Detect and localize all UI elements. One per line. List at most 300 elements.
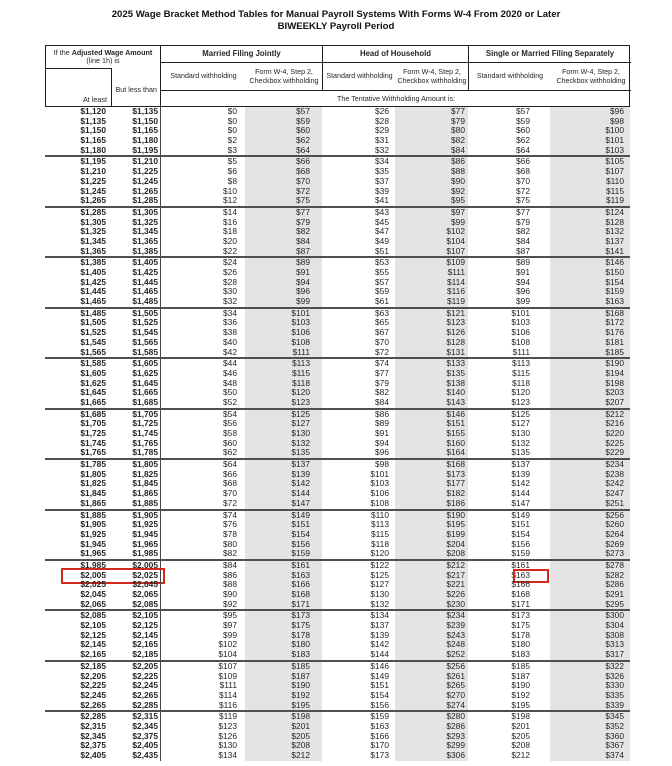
col-header-single-standard: Standard withholding: [476, 72, 544, 81]
section-head-of-household: Head of Household: [323, 46, 469, 63]
cell-hoh-standard: $89: [375, 418, 389, 429]
cell-mfj-checkbox: $84: [245, 237, 322, 247]
cell-single-checkbox: $234: [550, 460, 630, 470]
cell-mfj-standard: $104: [160, 650, 245, 660]
cell-mfj-checkbox: $156: [245, 540, 322, 550]
cell-but-less-than: $1,765: [132, 437, 158, 448]
cell-mfj-standard: $80: [160, 540, 245, 550]
cell-single-standard: $123: [511, 396, 530, 407]
cell-hoh-checkbox: $265: [395, 681, 468, 691]
cell-mfj-standard: $102: [160, 640, 245, 650]
cell-mfj-standard: $90: [160, 590, 245, 600]
cell-hoh-standard: $47: [375, 226, 389, 237]
cell-hoh-standard: $37: [375, 175, 389, 186]
cell-but-less-than: $1,165: [132, 125, 158, 136]
cell-hoh-checkbox: $102: [395, 227, 468, 237]
cell-mfj-checkbox: $147: [245, 499, 322, 509]
cell-hoh-checkbox: $182: [395, 489, 468, 499]
table-row: [45, 650, 630, 660]
cell-mfj-checkbox: $70: [245, 177, 322, 187]
cell-at-least: $1,180: [80, 144, 106, 155]
cell-single-standard: $103: [511, 317, 530, 328]
cell-single-checkbox: $326: [550, 672, 630, 682]
adjusted-wage-title: [46, 46, 160, 66]
col-header-hoh-checkbox: Form W-4, Step 2, Checkbox withholding: [396, 63, 469, 90]
cell-single-standard: $183: [511, 649, 530, 660]
cell-mfj-checkbox: $79: [245, 218, 322, 228]
cell-single-checkbox: $203: [550, 388, 630, 398]
cell-but-less-than: $1,685: [132, 396, 158, 407]
cell-hoh-checkbox: $80: [395, 126, 468, 136]
table-row: [45, 701, 630, 711]
cell-single-checkbox: $317: [550, 650, 630, 660]
cell-mfj-standard: $12: [160, 196, 245, 206]
bracket-group: [45, 458, 630, 508]
cell-mfj-checkbox: $137: [245, 460, 322, 470]
table-row: [45, 549, 630, 559]
cell-hoh-standard: $72: [375, 346, 389, 357]
cell-mfj-checkbox: $57: [245, 107, 322, 117]
cell-mfj-standard: $14: [160, 208, 245, 218]
cell-hoh-checkbox: $306: [395, 751, 468, 761]
cell-at-least: $1,445: [80, 286, 106, 297]
cell-at-least: $2,045: [80, 589, 106, 599]
cell-hoh-checkbox: $109: [395, 258, 468, 268]
cell-single-checkbox: $374: [550, 751, 630, 761]
cell-hoh-standard: $59: [375, 286, 389, 297]
cell-single-standard: $89: [516, 257, 530, 268]
cell-single-standard: $72: [516, 185, 530, 196]
cell-hoh-standard: $108: [370, 497, 389, 508]
cell-single-standard: $91: [516, 267, 530, 277]
sub-header-row: [161, 63, 631, 91]
cell-but-less-than: $2,085: [132, 598, 158, 609]
cell-single-checkbox: $225: [550, 439, 630, 449]
cell-at-least: $1,135: [80, 115, 106, 126]
cell-hoh-standard: $134: [370, 610, 389, 621]
cell-but-less-than: $2,245: [132, 680, 158, 691]
cell-single-standard: $156: [511, 538, 530, 549]
cell-mfj-checkbox: $154: [245, 530, 322, 540]
col-header-but-less-than: But less than: [115, 84, 157, 94]
cell-at-least: $1,925: [80, 528, 106, 539]
bracket-group: [45, 155, 630, 205]
cell-mfj-checkbox: $127: [245, 419, 322, 429]
cell-single-checkbox: $273: [550, 549, 630, 559]
cell-mfj-checkbox: $72: [245, 187, 322, 197]
cell-single-checkbox: $168: [550, 309, 630, 319]
cell-mfj-standard: $50: [160, 388, 245, 398]
table-row: [45, 448, 630, 458]
col-header-mfj-standard: Standard withholding: [170, 72, 237, 81]
cell-but-less-than: $2,125: [132, 620, 158, 631]
cell-hoh-standard: $154: [370, 689, 389, 700]
cell-hoh-checkbox: $133: [395, 359, 468, 369]
cell-mfj-checkbox: $135: [245, 448, 322, 458]
cell-but-less-than: $2,225: [132, 670, 158, 681]
col-header-mfj-checkbox: Form W-4, Step 2, Checkbox withholding: [246, 63, 323, 90]
cell-hoh-standard: $96: [375, 447, 389, 458]
cell-mfj-standard: $92: [160, 600, 245, 610]
cell-mfj-standard: $66: [160, 470, 245, 480]
cell-mfj-checkbox: $125: [245, 410, 322, 420]
cell-at-least: $1,625: [80, 377, 106, 388]
cell-mfj-checkbox: $64: [245, 146, 322, 156]
cell-hoh-checkbox: $146: [395, 410, 468, 420]
cell-at-least: $1,545: [80, 336, 106, 347]
cell-single-checkbox: $295: [550, 600, 630, 610]
cell-but-less-than: $1,585: [132, 346, 158, 357]
cell-hoh-checkbox: $128: [395, 338, 468, 348]
cell-hoh-checkbox: $252: [395, 650, 468, 660]
cell-hoh-checkbox: $151: [395, 419, 468, 429]
cell-hoh-checkbox: $208: [395, 549, 468, 559]
cell-but-less-than: $1,545: [132, 327, 158, 338]
cell-at-least: $2,315: [80, 720, 106, 731]
col-header-hoh-standard: Standard withholding: [326, 72, 393, 81]
cell-hoh-standard: $82: [375, 387, 389, 398]
cell-hoh-standard: $110: [370, 509, 389, 520]
cell-mfj-standard: $18: [160, 227, 245, 237]
cell-at-least: $1,210: [80, 166, 106, 177]
cell-hoh-standard: $115: [370, 528, 389, 539]
cell-hoh-checkbox: $160: [395, 439, 468, 449]
cell-mfj-standard: $5: [160, 157, 245, 167]
cell-but-less-than: $1,845: [132, 478, 158, 489]
cell-mfj-checkbox: $168: [245, 590, 322, 600]
cell-single-standard: $125: [511, 408, 530, 419]
cell-mfj-checkbox: $149: [245, 511, 322, 521]
cell-but-less-than: $1,465: [132, 286, 158, 297]
cell-hoh-standard: $94: [375, 437, 389, 448]
cell-single-standard: $111: [512, 346, 530, 357]
cell-mfj-checkbox: $75: [245, 196, 322, 206]
cell-hoh-checkbox: $212: [395, 561, 468, 571]
cell-mfj-checkbox: $166: [245, 580, 322, 590]
cell-mfj-standard: $8: [160, 177, 245, 187]
cell-single-checkbox: $137: [550, 237, 630, 247]
cell-hoh-standard: $149: [370, 670, 389, 681]
cell-at-least: $2,065: [80, 598, 106, 609]
cell-hoh-checkbox: $119: [395, 297, 468, 307]
cell-hoh-standard: $61: [375, 296, 389, 307]
cell-at-least: $1,825: [80, 478, 106, 489]
cell-hoh-checkbox: $280: [395, 712, 468, 722]
cell-hoh-standard: $74: [375, 358, 389, 369]
cell-single-standard: $159: [511, 548, 530, 559]
cell-single-checkbox: $300: [550, 611, 630, 621]
cell-single-standard: $201: [511, 720, 530, 731]
cell-at-least: $1,385: [80, 257, 106, 268]
cell-single-checkbox: $119: [550, 196, 630, 206]
cell-single-standard: $154: [511, 528, 530, 539]
cell-at-least: $1,885: [80, 509, 106, 520]
cell-at-least: $1,345: [80, 235, 106, 246]
cell-mfj-checkbox: $87: [245, 247, 322, 257]
table-row: [45, 146, 630, 156]
cell-single-standard: $139: [511, 468, 530, 479]
cell-single-standard: $99: [516, 296, 530, 307]
table-row: [45, 247, 630, 257]
cell-hoh-checkbox: $97: [395, 208, 468, 218]
cell-hoh-standard: $35: [375, 166, 389, 177]
cell-but-less-than: $1,225: [132, 166, 158, 177]
cell-mfj-standard: $3: [160, 146, 245, 156]
cell-mfj-standard: $60: [160, 439, 245, 449]
cell-hoh-standard: $86: [375, 408, 389, 419]
cell-mfj-standard: $38: [160, 328, 245, 338]
cell-hoh-standard: $151: [370, 680, 389, 691]
cell-mfj-standard: $0: [160, 126, 245, 136]
cell-but-less-than: $1,885: [132, 497, 158, 508]
bracket-group: [45, 710, 630, 760]
cell-mfj-standard: $22: [160, 247, 245, 257]
cell-hoh-checkbox: $140: [395, 388, 468, 398]
cell-hoh-checkbox: $243: [395, 631, 468, 641]
table-row: [45, 398, 630, 408]
cell-hoh-standard: $77: [375, 367, 389, 378]
cell-but-less-than: $1,985: [132, 548, 158, 559]
cell-at-least: $1,725: [80, 428, 106, 438]
cell-at-least: $2,165: [80, 649, 106, 660]
cell-mfj-checkbox: $113: [245, 359, 322, 369]
cell-mfj-standard: $24: [160, 258, 245, 268]
adjusted-wage-header: [46, 46, 161, 106]
cell-but-less-than: $1,725: [132, 418, 158, 429]
cell-but-less-than: $1,505: [132, 307, 158, 318]
cell-but-less-than: $1,605: [132, 358, 158, 369]
cell-mfj-standard: $109: [160, 672, 245, 682]
cell-single-checkbox: $278: [550, 561, 630, 571]
cell-mfj-checkbox: $89: [245, 258, 322, 268]
cell-at-least: $1,965: [80, 548, 106, 559]
cell-but-less-than: $2,185: [132, 649, 158, 660]
cell-hoh-standard: $132: [370, 598, 389, 609]
cell-mfj-checkbox: $195: [245, 701, 322, 711]
cell-single-standard: $59: [516, 115, 530, 126]
cell-hoh-standard: $159: [370, 711, 389, 722]
cell-hoh-standard: $49: [375, 235, 389, 246]
cell-single-standard: $60: [516, 125, 530, 136]
cell-hoh-standard: $79: [375, 377, 389, 388]
cell-single-standard: $64: [516, 144, 530, 155]
cell-but-less-than: $1,965: [132, 538, 158, 549]
cell-at-least: $1,845: [80, 488, 106, 499]
cell-mfj-checkbox: $130: [245, 429, 322, 439]
cell-mfj-checkbox: $59: [245, 117, 322, 127]
cell-single-standard: $118: [511, 377, 530, 388]
cell-mfj-standard: $32: [160, 297, 245, 307]
cell-but-less-than: $1,905: [132, 509, 158, 520]
cell-single-standard: $195: [511, 699, 530, 710]
cell-mfj-checkbox: $68: [245, 167, 322, 177]
cell-hoh-checkbox: $286: [395, 722, 468, 732]
cell-hoh-checkbox: $204: [395, 540, 468, 550]
cell-hoh-checkbox: $221: [395, 580, 468, 590]
cell-single-standard: $113: [511, 358, 530, 369]
cell-single-checkbox: $172: [550, 318, 630, 328]
cell-hoh-checkbox: $143: [395, 398, 468, 408]
cell-at-least: $1,645: [80, 387, 106, 398]
cell-mfj-checkbox: $77: [245, 208, 322, 218]
cell-hoh-checkbox: $186: [395, 499, 468, 509]
cell-at-least: $1,165: [80, 135, 106, 146]
cell-mfj-checkbox: $173: [245, 611, 322, 621]
title-line-2: BIWEEKLY Payroll Period: [277, 20, 395, 32]
cell-hoh-standard: $55: [375, 267, 389, 277]
cell-at-least: $1,805: [80, 468, 106, 479]
cell-single-checkbox: $339: [550, 701, 630, 711]
cell-hoh-standard: $137: [370, 620, 389, 631]
cell-mfj-standard: $34: [160, 309, 245, 319]
cell-at-least: $1,485: [80, 307, 106, 318]
cell-at-least: $1,120: [80, 106, 106, 116]
cell-single-checkbox: $269: [550, 540, 630, 550]
cell-mfj-standard: $16: [160, 218, 245, 228]
cell-mfj-checkbox: $66: [245, 157, 322, 167]
cell-single-checkbox: $322: [550, 662, 630, 672]
cell-single-checkbox: $124: [550, 208, 630, 218]
cell-at-least: $2,145: [80, 639, 106, 650]
cell-but-less-than: $2,405: [132, 740, 158, 751]
cell-hoh-checkbox: $77: [395, 107, 468, 117]
cell-single-checkbox: $264: [550, 530, 630, 540]
cell-hoh-checkbox: $135: [395, 369, 468, 379]
cell-at-least: $2,405: [80, 750, 106, 760]
cell-hoh-checkbox: $248: [395, 640, 468, 650]
cell-hoh-checkbox: $230: [395, 600, 468, 610]
cell-single-standard: $115: [511, 367, 530, 378]
cell-at-least: $1,765: [80, 447, 106, 458]
cell-mfj-checkbox: $144: [245, 489, 322, 499]
cell-but-less-than: $2,345: [132, 720, 158, 731]
cell-hoh-checkbox: $111: [395, 268, 468, 278]
cell-but-less-than: $1,925: [132, 519, 158, 530]
cell-single-standard: $127: [511, 418, 530, 429]
cell-but-less-than: $1,785: [132, 447, 158, 458]
bracket-group: [45, 559, 630, 609]
cell-single-standard: $187: [511, 670, 530, 681]
cell-hoh-checkbox: $256: [395, 662, 468, 672]
cell-single-standard: $130: [511, 428, 530, 438]
cell-single-checkbox: $115: [550, 187, 630, 197]
cell-mfj-standard: $95: [160, 611, 245, 621]
cell-mfj-standard: $20: [160, 237, 245, 247]
cell-but-less-than: $1,365: [132, 235, 158, 246]
cell-single-standard: $57: [516, 106, 530, 116]
cell-but-less-than: $1,265: [132, 185, 158, 196]
cell-mfj-standard: $62: [160, 448, 245, 458]
cell-hoh-checkbox: $131: [395, 348, 468, 358]
cell-mfj-checkbox: $120: [245, 388, 322, 398]
cell-mfj-standard: $0: [160, 107, 245, 117]
cell-single-checkbox: $212: [550, 410, 630, 420]
cell-single-checkbox: $251: [550, 499, 630, 509]
cell-single-standard: $70: [516, 175, 530, 186]
cell-hoh-standard: $170: [370, 740, 389, 751]
cell-mfj-checkbox: $62: [245, 136, 322, 146]
section-title-row: [161, 46, 631, 63]
table-row: [45, 600, 630, 610]
cell-single-standard: $96: [516, 286, 530, 297]
cell-but-less-than: $1,195: [132, 144, 158, 155]
cell-at-least: $1,195: [80, 156, 106, 167]
cell-at-least: $1,365: [80, 245, 106, 256]
cell-at-least: $2,185: [80, 660, 106, 671]
cell-at-least: $2,375: [80, 740, 106, 751]
cell-single-standard: $79: [516, 216, 530, 227]
cell-single-checkbox: $101: [550, 136, 630, 146]
cell-hoh-checkbox: $164: [395, 448, 468, 458]
cell-hoh-standard: $65: [375, 317, 389, 328]
cell-but-less-than: $2,315: [132, 711, 158, 722]
cell-single-standard: $68: [516, 166, 530, 177]
cell-at-least: $1,505: [80, 317, 106, 328]
cell-hoh-standard: $45: [375, 216, 389, 227]
cell-but-less-than: $1,485: [132, 296, 158, 307]
cell-single-checkbox: $330: [550, 681, 630, 691]
cell-mfj-checkbox: $183: [245, 650, 322, 660]
cell-at-least: $2,025: [80, 579, 106, 590]
cell-at-least: $1,985: [80, 559, 106, 570]
cell-at-least: $2,205: [80, 670, 106, 681]
cell-single-checkbox: $360: [550, 732, 630, 742]
cell-hoh-standard: $113: [370, 519, 389, 530]
cell-mfj-standard: $107: [160, 662, 245, 672]
cell-single-checkbox: $352: [550, 722, 630, 732]
cell-single-checkbox: $207: [550, 398, 630, 408]
cell-but-less-than: $1,825: [132, 468, 158, 479]
cell-single-standard: $178: [511, 629, 530, 640]
cell-single-standard: $77: [516, 206, 530, 217]
cell-single-standard: $208: [511, 740, 530, 751]
cell-mfj-checkbox: $142: [245, 479, 322, 489]
document-title: [0, 0, 672, 32]
cell-hoh-checkbox: $239: [395, 621, 468, 631]
cell-but-less-than: $1,245: [132, 175, 158, 186]
cell-hoh-checkbox: $168: [395, 460, 468, 470]
cell-mfj-checkbox: $118: [245, 379, 322, 389]
cell-but-less-than: $2,265: [132, 689, 158, 700]
cell-mfj-checkbox: $192: [245, 691, 322, 701]
cell-mfj-checkbox: $171: [245, 600, 322, 610]
cell-mfj-checkbox: $132: [245, 439, 322, 449]
cell-single-checkbox: $185: [550, 348, 630, 358]
cell-mfj-standard: $99: [160, 631, 245, 641]
cell-at-least: $2,345: [80, 730, 106, 741]
cell-single-standard: $82: [516, 226, 530, 237]
bracket-group: [45, 660, 630, 710]
cell-hoh-standard: $26: [375, 106, 389, 116]
cell-at-least: $2,005: [80, 569, 106, 580]
cell-single-checkbox: $238: [550, 470, 630, 480]
cell-but-less-than: $2,375: [132, 730, 158, 741]
cell-at-least: $2,245: [80, 689, 106, 700]
cell-single-standard: $87: [516, 245, 530, 256]
cell-mfj-standard: $48: [160, 379, 245, 389]
cell-single-checkbox: $154: [550, 278, 630, 288]
cell-single-checkbox: $335: [550, 691, 630, 701]
cell-single-standard: $180: [511, 639, 530, 650]
cell-mfj-checkbox: $91: [245, 268, 322, 278]
cell-single-checkbox: $141: [550, 247, 630, 257]
cell-hoh-standard: $142: [370, 639, 389, 650]
cell-at-least: $1,585: [80, 358, 106, 369]
cell-single-standard: $212: [511, 750, 530, 760]
cell-at-least: $1,685: [80, 408, 106, 419]
cell-single-checkbox: $291: [550, 590, 630, 600]
cell-mfj-checkbox: $212: [245, 751, 322, 761]
